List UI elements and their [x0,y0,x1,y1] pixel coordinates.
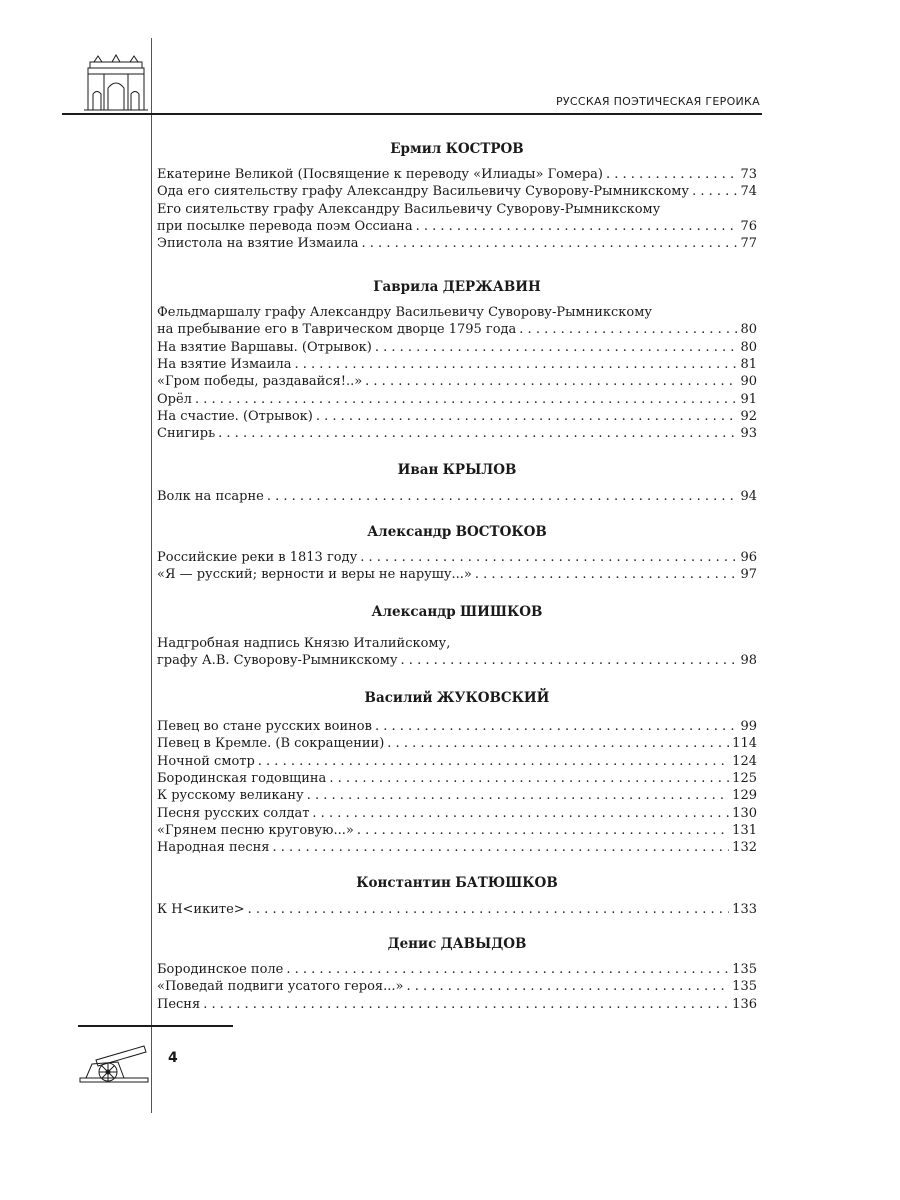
toc-entry-page: 96 [740,550,757,565]
toc-entry-page: 90 [740,374,757,390]
dot-leader [375,339,738,356]
author-surname: КРЫЛОВ [442,462,517,478]
toc-entry-title: Его сиятельству графу Александру Васильевичу Суворову-Рымникскому [157,201,661,217]
dot-leader [203,996,729,1013]
toc-entry-page: 136 [732,996,757,1012]
toc-entry-title: Бородинское поле [157,962,284,977]
toc-entry-title: «Гром победы, раздавайся!..» [157,374,363,390]
toc-entry[interactable] [157,235,757,252]
toc-entry[interactable] [157,373,757,390]
toc-entry-page: 91 [740,391,757,407]
toc-entry-page: 131 [732,822,757,838]
toc-entry-page: 135 [732,979,757,995]
dot-leader [692,183,737,200]
toc-entry-title: Песня русских солдат [157,805,310,821]
toc-entry[interactable] [157,753,757,770]
triumphal-arch-icon [84,54,148,112]
author-first-name: Гаврила [373,279,439,295]
toc-entry-page: 94 [740,489,757,504]
toc-entry-title: Фельдмаршалу графу Александру Васильевичу Суворову-Рымникскому [157,305,652,320]
toc-entry-title: графу А.В. Суворову-Рымникскому [157,653,398,668]
toc-entry[interactable] [157,978,757,995]
author-heading [157,462,757,478]
dot-leader [360,549,737,566]
toc-entry-title: На взятие Измаила [157,356,292,372]
toc-entry-title: Ночной смотр [157,753,255,769]
toc-entry-page: 130 [732,805,757,821]
toc-entry-page: 132 [732,840,757,856]
toc-entry-page: 98 [740,653,757,668]
toc-entry[interactable] [157,787,757,804]
author-surname: ДЕРЖАВИН [442,279,541,295]
toc-entry-title: Ода его сиятельству графу Александру Васильевичу Суворову-Рымникскому [157,184,690,200]
author-surname: ЖУКОВСКИЙ [436,690,550,706]
toc-entry-page: 76 [740,218,757,234]
dot-leader [195,391,738,408]
toc-entry[interactable] [157,822,757,839]
toc-entry-title: Певец в Кремле. (В сокращении) [157,736,385,752]
author-surname: КОСТРОВ [445,141,524,157]
toc-entry-page: 93 [740,426,757,442]
toc-entry[interactable] [157,488,757,505]
toc-entry-title: на пребывание его в Таврическом дворце 1795 года [157,322,517,337]
dot-leader [294,356,737,373]
dot-leader [307,787,729,804]
cannon-icon [78,1034,150,1086]
toc-entry[interactable] [157,183,757,200]
toc-entry-title: Орёл [157,391,192,407]
toc-entry-title: «Грянем песню круговую...» [157,822,354,838]
toc-entry-page: 80 [740,339,757,355]
toc-entry[interactable] [157,996,757,1013]
author-heading [157,604,757,620]
toc-entry[interactable] [157,635,757,669]
toc-entry-page: 97 [740,567,757,583]
dot-leader [387,735,729,752]
author-surname: БАТЮШКОВ [455,875,558,891]
toc-entry[interactable] [157,770,757,787]
dot-leader [401,652,738,669]
dot-leader [519,321,737,338]
toc-entry-page: 92 [740,408,757,424]
author-surname: ШИШКОВ [459,604,543,620]
dot-leader [258,753,729,770]
toc-entry[interactable] [157,201,757,235]
toc-entry-page: 114 [732,736,757,752]
author-first-name: Василий [364,690,433,706]
dot-leader [286,961,729,978]
dot-leader [406,978,729,995]
dot-leader [218,425,737,442]
footer-rule [78,1025,233,1027]
toc-entry-page: 133 [732,902,757,917]
author-first-name: Константин [356,875,451,891]
toc-entry[interactable] [157,718,757,735]
page-number: 4 [168,1050,178,1066]
author-heading [157,690,757,706]
toc-entry[interactable] [157,425,757,442]
dot-leader [329,770,729,787]
author-heading [157,141,757,157]
dot-leader [365,373,737,390]
toc-entry-title: Надгробная надпись Князю Италийскому, [157,636,451,651]
running-head: РУССКАЯ ПОЭТИЧЕСКАЯ ГЕРОИКА [556,95,760,108]
toc-entry[interactable] [157,408,757,425]
toc-entry-page: 129 [732,788,757,804]
toc-entry-title: Екатерине Великой (Посвящение к переводу «Илиады» Гомера) [157,167,603,182]
author-heading [157,279,757,295]
toc-entry[interactable] [157,566,757,583]
header-rule [62,113,762,115]
toc-entry-page: 73 [740,167,757,182]
toc-entry-title: Бородинская годовщина [157,770,327,786]
author-first-name: Ермил [390,141,442,157]
author-surname: ВОСТОКОВ [455,524,547,540]
toc-entry-page: 81 [740,356,757,372]
dot-leader [416,218,738,235]
toc-entry-page: 125 [732,770,757,786]
toc-entry-title: Российские реки в 1813 году [157,550,358,565]
toc-entry-page: 80 [740,322,757,337]
toc-entry-title: На взятие Варшавы. (Отрывок) [157,339,372,355]
toc-entry-page: 77 [740,236,757,252]
toc-entry[interactable] [157,356,757,373]
toc-entry-title: «Поведай подвиги усатого героя...» [157,979,404,995]
author-surname: ДАВЫДОВ [440,936,527,952]
author-heading [157,524,757,540]
toc-entry-page: 74 [740,184,757,200]
toc-entry[interactable] [157,805,757,822]
author-heading [157,875,757,891]
author-first-name: Денис [387,936,437,952]
dot-leader [312,805,729,822]
toc-entry-page: 135 [732,962,757,977]
toc-entry[interactable] [157,339,757,356]
toc-entry[interactable] [157,391,757,408]
toc-entry[interactable] [157,735,757,752]
author-first-name: Александр [371,604,456,620]
toc-entry-title: «Я — русский; верности и веры не нарушу...» [157,567,472,583]
toc-entry[interactable] [157,901,757,918]
dot-leader [357,822,729,839]
toc-entry[interactable] [157,549,757,566]
toc-entry-title: К русскому великану [157,788,304,804]
toc-entry[interactable] [157,166,757,183]
dot-leader [316,408,738,425]
dot-leader [375,718,738,735]
toc-entry[interactable] [157,961,757,978]
toc-entry-title: Народная песня [157,840,270,856]
toc-entry[interactable] [157,839,757,856]
dot-leader [273,839,730,856]
toc-entry-title: Волк на псарне [157,489,264,504]
dot-leader [248,901,730,918]
toc-entry-page: 99 [740,719,757,734]
toc-entry-page: 124 [732,753,757,769]
toc-entry-title: Песня [157,996,201,1012]
dot-leader [606,166,737,183]
toc-entry[interactable] [157,304,757,338]
author-first-name: Александр [367,524,452,540]
toc-entry-title: Певец во стане русских воинов [157,719,372,734]
dot-leader [475,566,738,583]
toc-entry-title: На счастие. (Отрывок) [157,408,313,424]
dot-leader [362,235,738,252]
author-first-name: Иван [397,462,439,478]
toc-entry-title: Снигирь [157,426,216,442]
author-heading [157,936,757,952]
toc-entry-title: при посылке перевода поэм Оссиана [157,218,413,234]
margin-vertical-rule [151,38,152,1113]
toc-entry-title: К Н<иките> [157,902,245,917]
dot-leader [267,488,738,505]
toc-entry-title: Эпистола на взятие Измаила [157,236,359,252]
